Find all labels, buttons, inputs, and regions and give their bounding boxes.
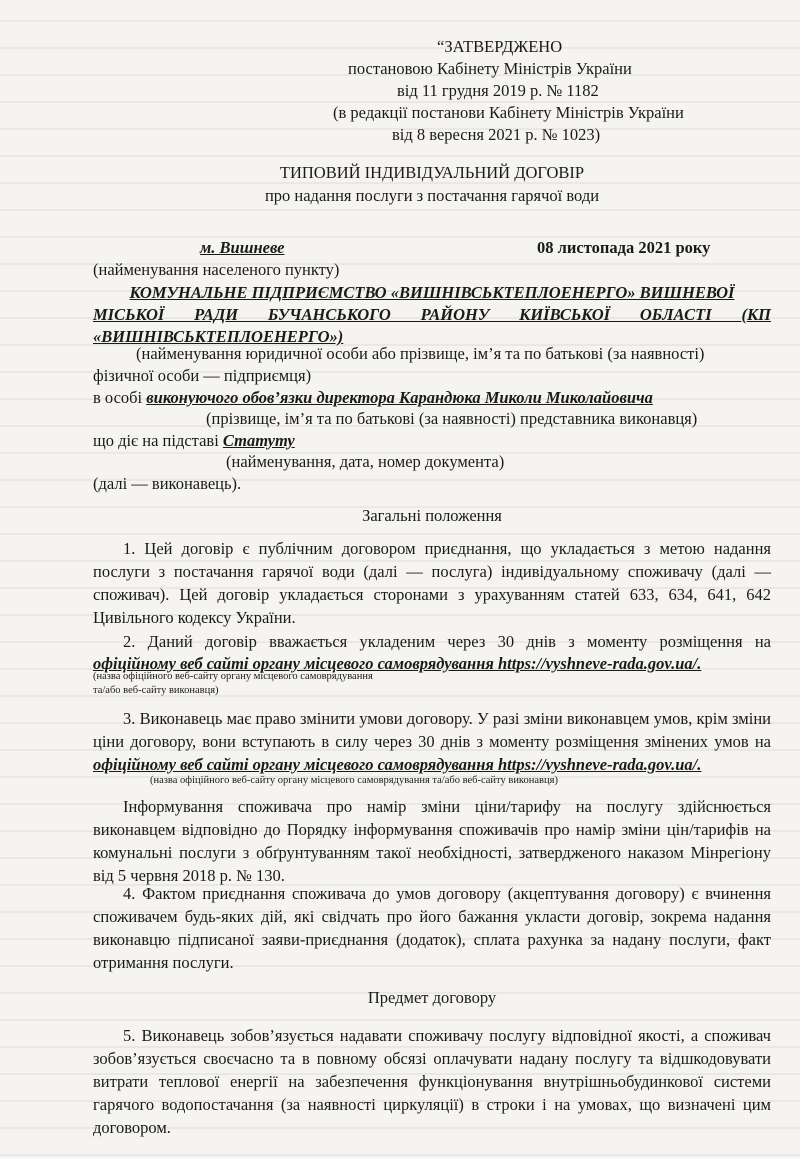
clause-2-site: офіційному веб сайті органу місцевого самоврядування https://vyshneve-rada.gov.ua/.: [93, 654, 702, 673]
basis-document: Статуту: [222, 431, 295, 450]
clause-2-caption-1: (назва офіційного веб-сайту органу місцевого самоврядування: [93, 671, 373, 682]
section-general-heading: Загальні положення: [362, 506, 502, 525]
clause-3-site: офіційному веб сайті органу місцевого самоврядування https://vyshneve-rada.gov.ua/.: [93, 755, 702, 774]
contract-date: 08 листопада 2021 року: [537, 238, 711, 257]
document-subtitle: про надання послуги з постачання гарячої води: [264, 186, 600, 205]
clause-4: [93, 882, 771, 974]
basis-prefix: що діє на підставі: [93, 431, 223, 450]
basis-caption: (найменування, дата, номер документа): [226, 452, 505, 471]
clause-1: [93, 537, 771, 629]
contractor-name-caption-2: фізичної особи — підприємця): [93, 366, 312, 385]
document-title: ТИПОВИЙ ІНДИВІДУАЛЬНИЙ ДОГОВІР: [279, 163, 585, 182]
clause-2-text: 2. Даний договір вважається укладеним через 30 днів з моменту розміщення на: [123, 632, 771, 651]
section-subject-heading: Предмет договору: [367, 988, 497, 1007]
clause-3-text: 3. Виконавець має право змінити умови договору. У разі зміни виконавцем умов, крім зміни ціни договору, вони вступають в силу через 30 днів з моменту розміщення змінених умов на: [93, 709, 771, 751]
representative-line: [93, 387, 653, 409]
approval-line-1: “ЗАТВЕРДЖЕНО: [437, 37, 563, 56]
clause-5-text: 5. Виконавець зобов’язується надавати споживачу послугу відповідної якості, а споживач зобов’язується своєчасно та в повному обсязі оплачувати надану послугу та відшкодовувати витрати теплової енергії на забезпечення функціонування внутрішньобудинкової системи гарячого водопостачання (за наявності циркуляції) в строки і на умовах, що визначені цим договором.: [93, 1026, 771, 1137]
clause-2: [93, 630, 771, 653]
city-name: м. Вишневе: [200, 238, 285, 257]
approval-line-4: (в редакції постанови Кабінету Міністрів України: [333, 103, 684, 122]
clause-5: [93, 1024, 771, 1139]
city-caption: (найменування населеного пункту): [93, 260, 340, 279]
representative-prefix: в особі: [93, 388, 147, 407]
approval-line-2: постановою Кабінету Міністрів України: [348, 59, 632, 78]
contractor-name-line-2: МІСЬКОЇ РАДИ БУЧАНСЬКОГО РАЙОНУ КИЇВСЬКОЇ ОБЛАСТІ (КП: [93, 305, 771, 324]
approval-line-3: від 11 грудня 2019 р. № 1182: [397, 81, 599, 100]
representative-name: виконуючого обов’язки директора Карандюка Миколи Миколайовича: [146, 388, 653, 407]
clause-2-caption-2: та/або веб-сайту виконавця): [93, 685, 219, 696]
approval-line-5: від 8 вересня 2021 р. № 1023): [392, 125, 601, 144]
contractor-name-line-3: «ВИШНІВСЬКТЕПЛОЕНЕРГО»): [93, 327, 344, 346]
clause-3-info: [93, 795, 771, 887]
contractor-name-line-1: КОМУНАЛЬНЕ ПІДПРИЄМСТВО «ВИШНІВСЬКТЕПЛОЕНЕРГО» ВИШНЕВОЇ: [129, 283, 735, 302]
clause-3: [93, 707, 771, 776]
clause-3-caption: (назва офіційного веб-сайту органу місцевого самоврядування та/або веб-сайту виконавця): [150, 775, 558, 786]
contractor-name-caption-1: (найменування юридичної особи або прізвище, ім’я та по батькові (за наявності): [136, 344, 705, 363]
clause-1-text: 1. Цей договір є публічним договором приєднання, що укладається з метою надання послуги з постачання гарячої води (далі — послуга) індивідуальному споживачу (далі — споживач). Цей договір укладається сторонами з урахуванням статей 633, 634, 641, 642 Цивільного кодексу України.: [93, 539, 771, 627]
basis-line: [93, 430, 295, 452]
clause-4-text: 4. Фактом приєднання споживача до умов договору (акцептування договору) є вчинення споживачем будь-яких дій, які свідчать про його бажання укласти договір, зокрема надання виконавцю підписаної заяви-приєднання (додаток), сплата рахунка за надану послуги, факт отримання послуги.: [93, 884, 771, 972]
hereinafter-contractor: (далі — виконавець).: [93, 474, 242, 493]
representative-caption: (прізвище, ім’я та по батькові (за наявності) представника виконавця): [206, 409, 698, 428]
clause-3-info-text: Інформування споживача про намір зміни ціни/тарифу на послугу здійснюється виконавцем відповідно до Порядку інформування споживачів про намір зміни цін/тарифів на комунальні послуги з обґрунтуванням такої необхідності, затвердженого наказом Мінрегіону від 5 червня 2018 р. № 130.: [93, 797, 771, 885]
